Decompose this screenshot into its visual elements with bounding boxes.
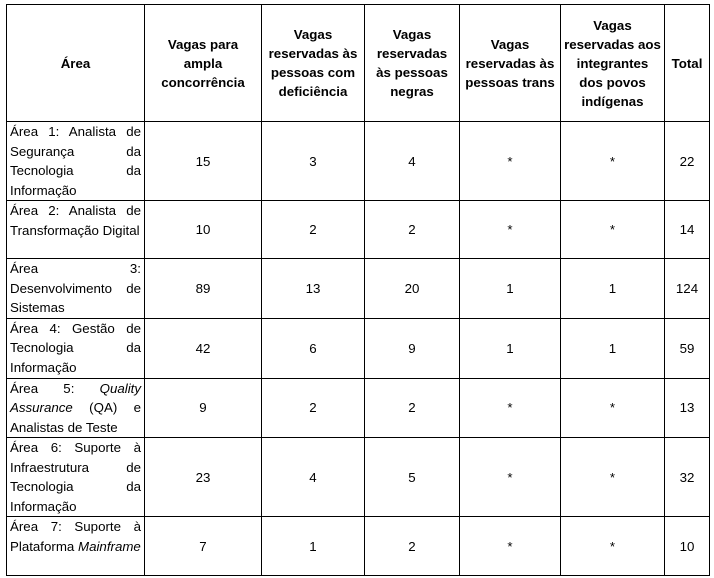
ampla-cell: 89 [145,259,262,319]
ampla-cell: 10 [145,201,262,259]
header-area: Área [7,5,145,122]
indigenas-cell: * [561,201,665,259]
total-cell: 124 [665,259,710,319]
trans-cell: * [460,517,561,576]
header-trans: Vagas reservadas às pessoas trans [460,5,561,122]
header-negras: Vagas reservadas às pessoas negras [365,5,460,122]
vacancies-table [6,4,710,576]
header-ampla: Vagas para ampla concorrência [145,5,262,122]
total-cell: 22 [665,122,710,201]
table-row [7,378,710,438]
indigenas-cell: * [561,378,665,438]
trans-cell: * [460,438,561,517]
area-text: Área 7: Suporte à Plataforma [10,519,141,554]
indigenas-cell: 1 [561,259,665,319]
indigenas-cell: * [561,517,665,576]
table-header-row [7,5,710,122]
area-cell [7,378,145,438]
area-cell [7,517,145,576]
ampla-cell: 23 [145,438,262,517]
header-deficiencia: Vagas reservadas às pessoas com deficiência [262,5,365,122]
ampla-cell: 15 [145,122,262,201]
header-indigenas: Vagas reservadas aos integrantes dos povos indígenas [561,5,665,122]
trans-cell: * [460,378,561,438]
deficiencia-cell: 1 [262,517,365,576]
area-text: Área 4: Gestão de Tecnologia da Informação [10,320,141,375]
deficiencia-cell: 4 [262,438,365,517]
ampla-cell: 9 [145,378,262,438]
table-row [7,318,710,378]
table-row [7,201,710,259]
negras-cell: 2 [365,378,460,438]
total-cell: 13 [665,378,710,438]
table-row [7,259,710,319]
negras-cell: 20 [365,259,460,319]
area-italic: Mainframe [78,538,141,554]
area-cell [7,259,145,319]
area-text: Área 5: [10,380,100,396]
area-text: Área 1: Analista de Segurança da Tecnologia da Informação [10,124,141,198]
deficiencia-cell: 13 [262,259,365,319]
deficiencia-cell: 2 [262,201,365,259]
trans-cell: 1 [460,259,561,319]
indigenas-cell: * [561,122,665,201]
total-cell: 32 [665,438,710,517]
indigenas-cell: * [561,438,665,517]
deficiencia-cell: 6 [262,318,365,378]
area-cell [7,438,145,517]
table-row [7,122,710,201]
trans-cell: 1 [460,318,561,378]
negras-cell: 5 [365,438,460,517]
deficiencia-cell: 3 [262,122,365,201]
total-cell: 10 [665,517,710,576]
area-text: Área 3: Desenvolvimento de Sistemas [10,261,141,315]
trans-cell: * [460,122,561,201]
negras-cell: 4 [365,122,460,201]
ampla-cell: 7 [145,517,262,576]
area-cell [7,201,145,259]
area-cell [7,122,145,201]
table-row [7,438,710,517]
negras-cell: 2 [365,517,460,576]
total-cell: 14 [665,201,710,259]
total-cell: 59 [665,318,710,378]
negras-cell: 9 [365,318,460,378]
negras-cell: 2 [365,201,460,259]
area-cell [7,318,145,378]
area-text-suffix: (QA) e Analistas de Teste [10,400,141,435]
area-italic: Quality Assurance [10,380,141,415]
area-text: Área 2: Analista de Transformação Digital [10,203,141,238]
deficiencia-cell: 2 [262,378,365,438]
indigenas-cell: 1 [561,318,665,378]
trans-cell: * [460,201,561,259]
ampla-cell: 42 [145,318,262,378]
table-row [7,517,710,576]
area-text: Área 6: Suporte à Infraestrutura de Tecnologia da Informação [10,440,141,514]
header-total: Total [665,5,710,122]
